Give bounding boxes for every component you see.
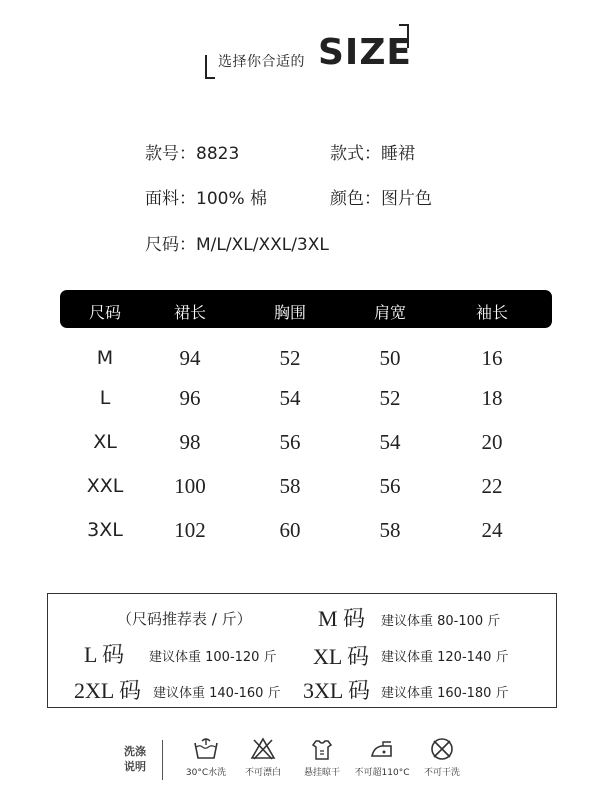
- fabric: 面料：100% 棉: [145, 189, 268, 209]
- table-cell: 18: [481, 386, 503, 410]
- table-cell: 24: [481, 518, 503, 542]
- wash-item-no-dryclean: [412, 736, 472, 778]
- header-subtitle: 选择你合适的: [218, 54, 305, 70]
- wash-divider: [162, 740, 163, 780]
- header-title: SIZE: [318, 32, 413, 73]
- table-cell: 98: [179, 430, 201, 454]
- table-cell: 52: [279, 346, 301, 370]
- hang-dry-icon: [309, 736, 335, 762]
- color: 颜色：图片色: [330, 189, 432, 209]
- table-cell: M: [96, 347, 114, 369]
- rec-weight-m: 建议体重 80-100 斤: [381, 614, 501, 629]
- header-sleeve: 袖长: [475, 303, 509, 322]
- bracket-left-decoration: [205, 55, 215, 79]
- iron-110-icon: [369, 736, 395, 762]
- wash-item-30: [176, 736, 236, 778]
- table-cell: 60: [279, 518, 301, 542]
- header-length: 裙长: [173, 303, 207, 322]
- table-cell: 102: [174, 518, 206, 542]
- recommendation-title: （尺码推荐表 / 斤）: [117, 610, 252, 628]
- table-cell: 52: [379, 386, 401, 410]
- wash-text-30: 30°C水洗: [185, 768, 227, 778]
- table-cell: 54: [379, 430, 401, 454]
- rec-size-m: M 码: [318, 606, 366, 631]
- wash-text-iron: 不可超110°C: [354, 768, 410, 778]
- style-type: 款式：睡裙: [330, 144, 415, 164]
- table-cell: 58: [379, 518, 401, 542]
- table-cell: 58: [279, 474, 301, 498]
- table-cell: 56: [279, 430, 301, 454]
- rec-weight-l: 建议体重 100-120 斤: [149, 650, 277, 665]
- style-number: 款号：8823: [145, 144, 240, 164]
- table-cell: 16: [481, 346, 503, 370]
- table-cell: 50: [379, 346, 401, 370]
- size-table-header: [60, 290, 552, 328]
- wash-text-no-bleach: 不可漂白: [244, 768, 281, 778]
- table-cell: 100: [174, 474, 206, 498]
- rec-weight-xl: 建议体重 120-140 斤: [381, 650, 509, 665]
- table-cell: 56: [379, 474, 401, 498]
- rec-size-l: L 码: [84, 642, 125, 667]
- no-bleach-icon: [250, 736, 276, 762]
- table-cell: 3XL: [87, 519, 123, 541]
- table-cell: XXL: [86, 475, 124, 497]
- wash-text-no-dryclean: 不可干洗: [423, 768, 460, 778]
- table-cell: 20: [481, 430, 503, 454]
- wash-item-iron: [352, 736, 412, 778]
- no-dryclean-icon: [429, 736, 455, 762]
- table-cell: 96: [179, 386, 201, 410]
- rec-size-3xl: 3XL 码: [303, 678, 371, 703]
- wash-label-line1: 洗涤: [124, 745, 146, 758]
- table-cell: 54: [279, 386, 301, 410]
- table-cell: XL: [93, 431, 117, 453]
- wash-text-hang-dry: 悬挂晾干: [303, 768, 340, 778]
- wash-label-line2: 说明: [124, 760, 146, 773]
- wash-item-no-bleach: [233, 736, 293, 778]
- header-shoulder: 肩宽: [373, 303, 407, 322]
- rec-weight-2xl: 建议体重 140-160 斤: [153, 686, 281, 701]
- size-header: [0, 0, 612, 90]
- wash-30-icon: [193, 736, 219, 762]
- rec-weight-3xl: 建议体重 160-180 斤: [381, 686, 509, 701]
- header-size: 尺码: [88, 303, 122, 322]
- table-cell: 94: [179, 346, 201, 370]
- wash-item-hang-dry: [292, 736, 352, 778]
- rec-size-2xl: 2XL 码: [74, 678, 142, 703]
- header-bust: 胸围: [273, 303, 307, 322]
- rec-size-xl: XL 码: [313, 644, 370, 669]
- wash-instructions-label: [120, 744, 150, 774]
- table-cell: 22: [481, 474, 503, 498]
- table-cell: L: [99, 387, 111, 409]
- available-sizes: 尺码：M/L/XL/XXL/3XL: [145, 235, 329, 255]
